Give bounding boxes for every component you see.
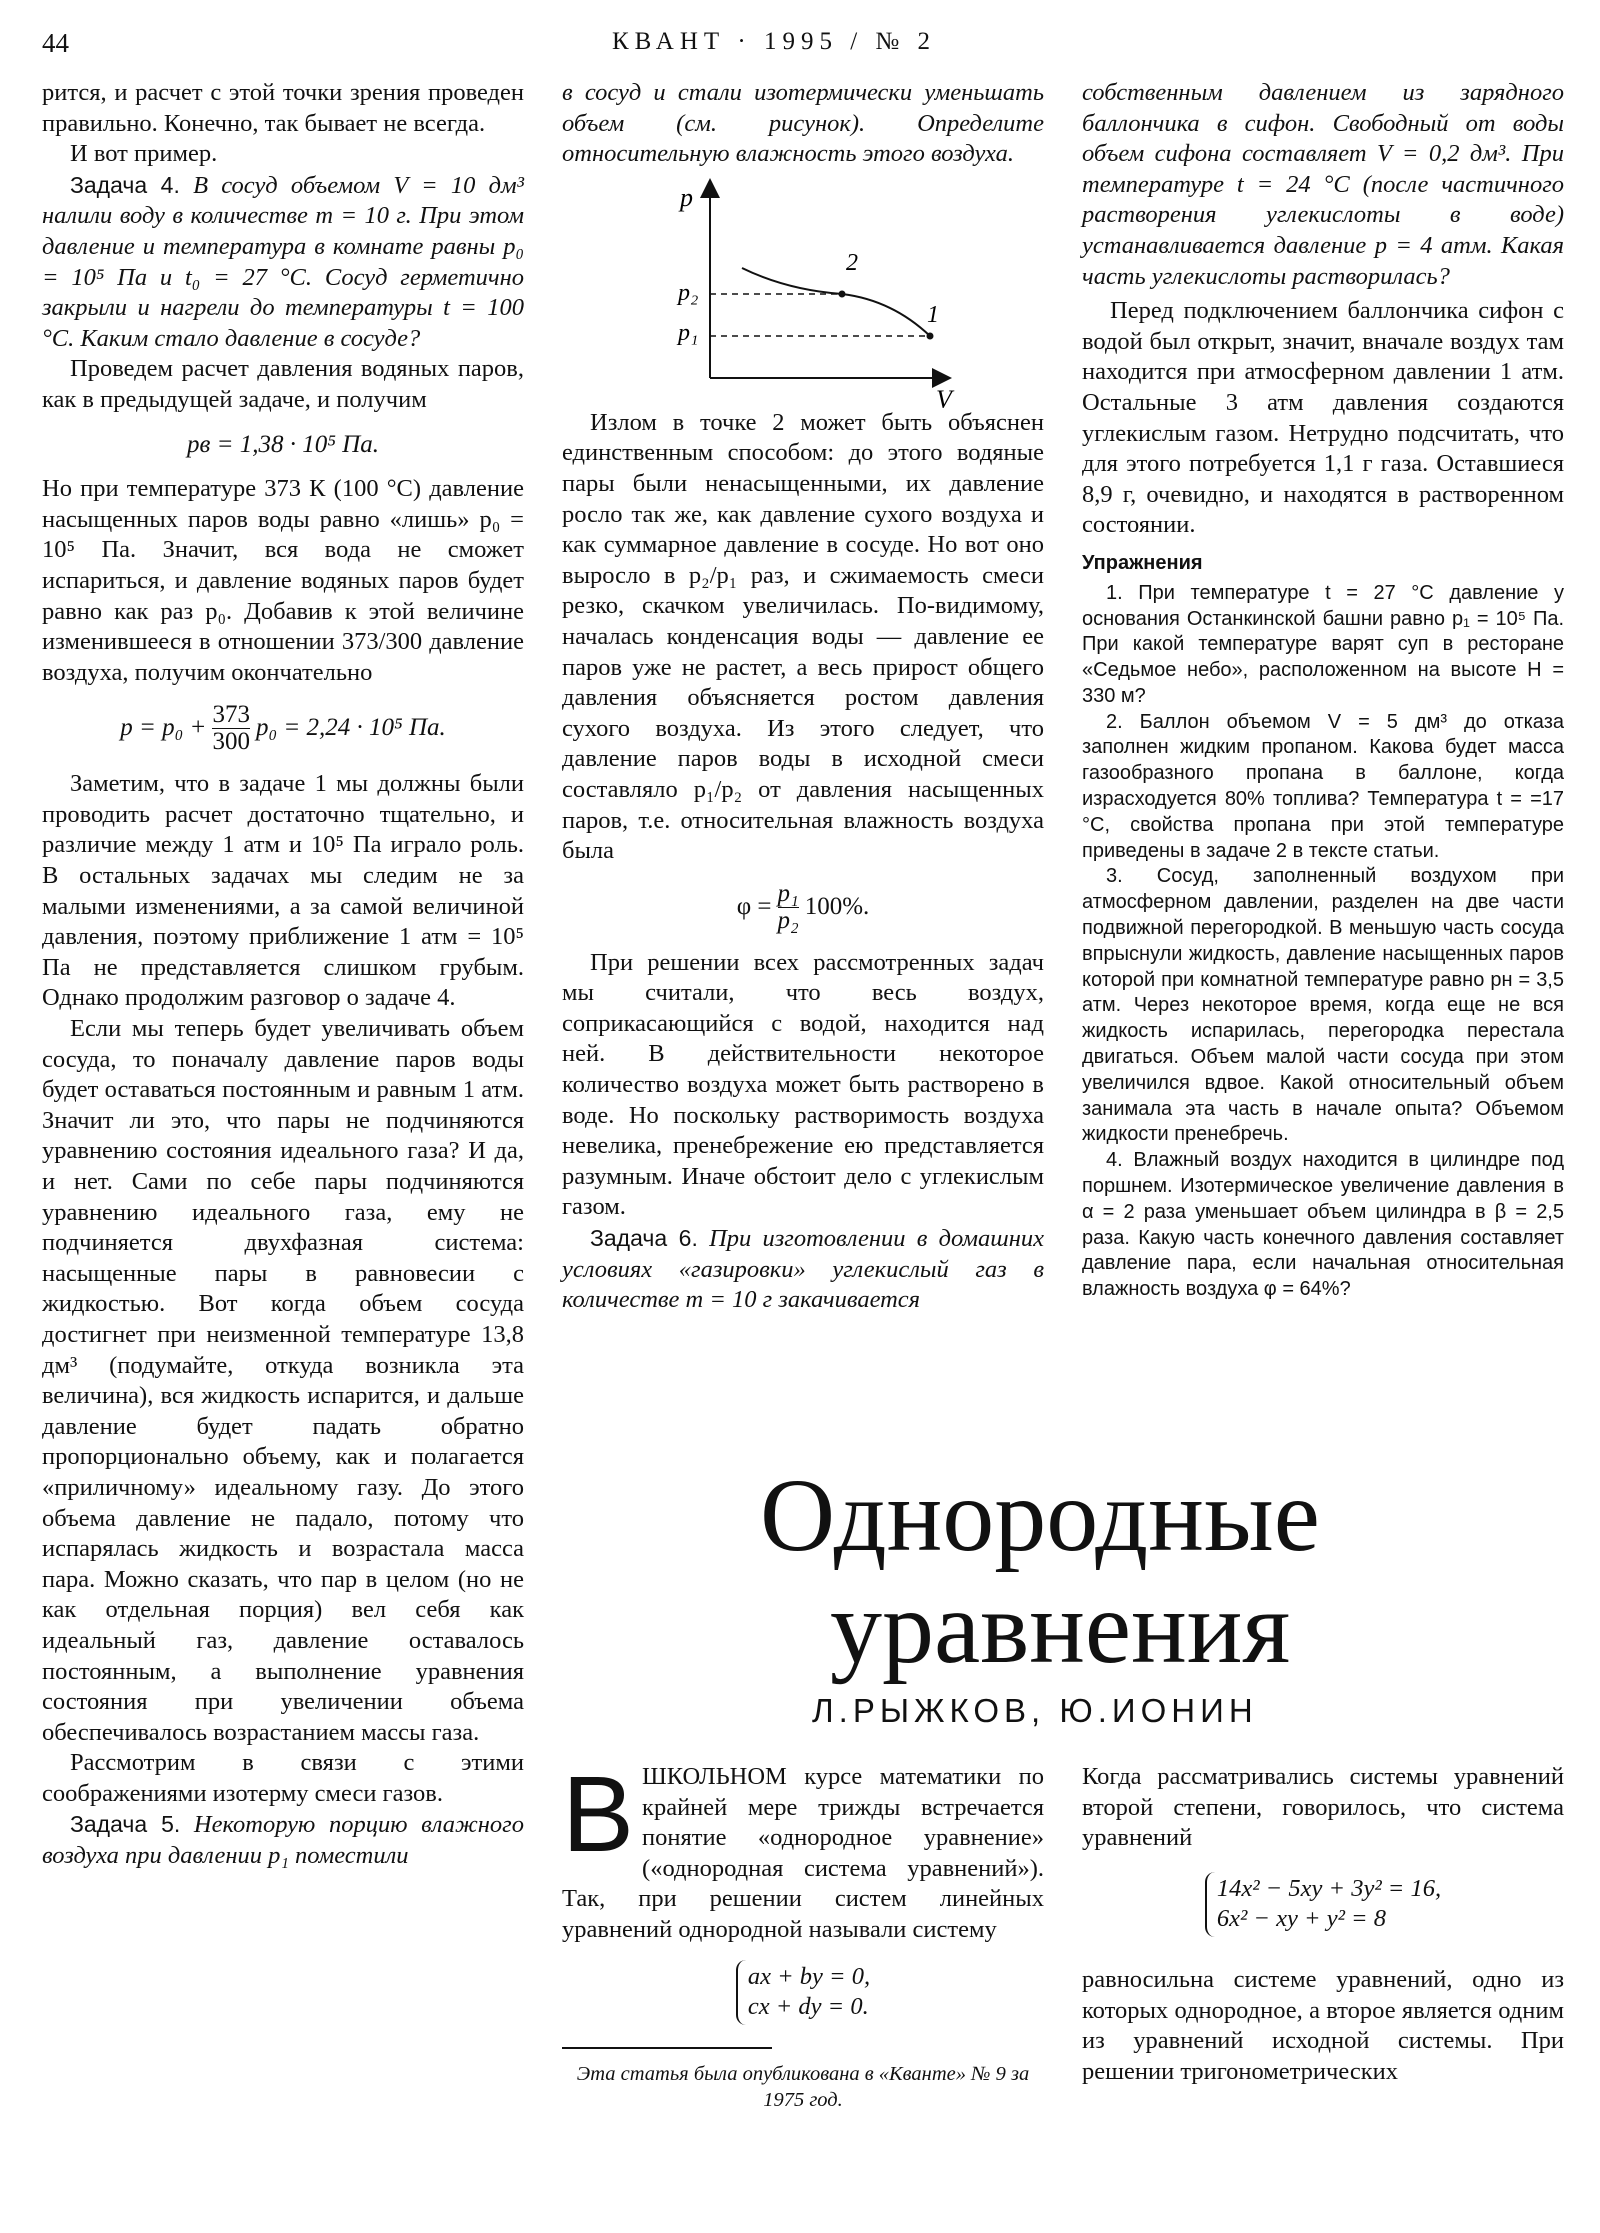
title-line-1: Однородные <box>760 1458 1320 1573</box>
exercise-2: 2. Баллон объемом V = 5 дм³ до отказа заполнен жидким пропаном. Какова будет масса газообразного пропана в баллоне, когда израсходуется 80% топлива? Температура t = =17 °C, свойства пропана при этой температуре приведены в задаче 2 в тексте статьи. <box>1082 710 1564 862</box>
article-authors: Л.РЫЖКОВ, Ю.ИОНИН <box>812 1692 1258 1729</box>
column-1 <box>42 78 524 1872</box>
article-title <box>760 1460 1460 1684</box>
paragraph: Излом в точке 2 может быть объяснен единственным способом: до этого водяные пары были ненасыщенными, их давление росло так же, как давление сухого воздуха и как суммарное давление в сосуде. Но вот оно выросло в p₂/p₁ раз, и сжимаемость смеси резко, скачком увеличилась. По-видимому, началась конденсация воды — давление ее паров уже не растет, а весь прирост общего давления объясняется ростом давления сухого воздуха. Из этого следует, что давление паров воды в исходной смеси составляло p₁/p₂ от давления насыщенных паров, т.е. относительная влажность воздуха была <box>562 408 1044 865</box>
problem-4 <box>42 170 524 355</box>
article-column-1 <box>562 1753 1044 2113</box>
paragraph: Перед подключением баллончика сифон с водой был открыт, значит, вначале воздух там находится при атмосферном давлении 1 атм. Остальные 3 атм давления создаются углекислым газом. Нетрудно подсчитать, что для этого потребуется 1,1 г газа. Оставшиеся 8,9 г, очевидно, и находятся в растворенном состоянии. <box>1082 297 1564 539</box>
page-number: 44 <box>42 28 69 58</box>
paragraph: рится, и расчет с этой точки зрения проведен правильно. Конечно, так бывает не всегда. <box>42 79 524 137</box>
system-1 <box>562 1960 1044 2025</box>
paragraph: Когда рассматривались системы уравнений второй степени, говорилось, что система уравнений <box>1082 1763 1564 1852</box>
paragraph: При решении всех рассмотренных задач мы считали, что весь воздух, соприкасающийся с водой, находится над ней. В действительности некоторое количество воздуха может быть растворено в воде. Но поскольку растворимость воздуха невелика, пренебрежение ею представляется разумным. Иначе обстоит дело с углекислым газом. <box>562 948 1044 1221</box>
y-axis-label: p <box>680 182 693 212</box>
exercises <box>1082 551 1564 1303</box>
p1-label: p₁ <box>678 319 699 346</box>
paragraph: в сосуд и стали изотермически уменьшать объем (см. рисунок). Определите относительную влажность этого воздуха. <box>562 79 1044 168</box>
problem-label: Задача 6. <box>590 1225 698 1252</box>
formula: pв = 1,38 · 10⁵ Па. <box>187 430 379 458</box>
problem-6 <box>562 1223 1044 1316</box>
formula-right: p₀ = 2,24 · 10⁵ Па. <box>255 714 446 742</box>
p2-label: p₂ <box>678 279 699 306</box>
system-brace <box>736 1960 870 2025</box>
drop-cap: В <box>562 1753 635 1874</box>
footnote-rule <box>562 2047 772 2049</box>
denominator: 300 <box>212 728 250 756</box>
point-2-label: 2 <box>846 249 858 276</box>
point-1 <box>927 332 934 339</box>
denominator: p₂ <box>777 906 799 934</box>
journal-header: КВАНТ · 1995 / № 2 <box>612 28 937 55</box>
problem-label: Задача 4. <box>70 171 180 198</box>
system-brace <box>1205 1872 1441 1937</box>
equation: 6x² − xy + y² = 8 <box>1216 1905 1386 1933</box>
intro-paragraph <box>562 1753 1044 1946</box>
paragraph: равносильна системе уравнений, одно из которых однородное, а второе является одним из уравнений исходной системы. При решении тригонометрических <box>1082 1965 1564 2085</box>
paragraph: И вот пример. <box>70 140 218 168</box>
column-3 <box>1082 78 1564 1303</box>
problem-text: Некоторую порцию влажного воздуха при давлении p₁ поместили <box>42 1811 524 1870</box>
formula-left: φ = <box>736 892 772 920</box>
isotherm-graph <box>562 170 1044 408</box>
formula <box>42 702 524 755</box>
exercise-3: 3. Сосуд, заполненный воздухом при атмосферном давлении, разделен на две части подвижной перегородкой. В меньшую часть сосуда впрыснули жидкость, давление насыщенных паров которой при комнатной температуре равно pн = 3,5 атм. Через некоторое время, когда еще не вся жидкость испарилась, перегородка перестала двигаться. Объем малой части сосуда при этом увеличился вдвое. Какой относительный объем занимала эта часть в начале опыта? Объемом жидкости пренебречь. <box>1082 865 1564 1146</box>
fraction <box>212 702 250 755</box>
x-axis-label: V <box>936 384 952 408</box>
paragraph: Заметим, что в задаче 1 мы должны были проводить расчет достаточно тщательно, и различие между 1 атм и 10⁵ Па играло роль. В остальных задачах мы следим не за малыми изменениями, а за самой величиной давления, поэтому приближение 1 атм = 10⁵ Па не представляется слишком грубым. Однако продолжим разговор о задаче 4. <box>42 770 524 1012</box>
paragraph: Проведем расчет давления водяных паров, как в предыдущей задаче, и получим <box>42 355 524 413</box>
footnote: Эта статья была опубликована в «Кванте» № 9 за 1975 год. <box>576 2062 1030 2111</box>
exercise-4: 4. Влажный воздух находится в цилиндре под поршнем. Изотермическое увеличение давления в α = 2 раза уменьшает объем цилиндра в β = 2,5 раза. Какую часть конечного давления составляет давление пара, если начальная относительная влажность воздуха φ = 64%? <box>1082 1149 1564 1301</box>
formula <box>562 881 1044 934</box>
column-2 <box>562 78 1044 1316</box>
system-2 <box>1082 1872 1564 1937</box>
exercises-title: Упражнения <box>1082 551 1203 574</box>
paragraph: Но при температуре 373 К (100 °C) давление насыщенных паров воды равно «лишь» p₀ = 10⁵ Па. Значит, вся вода не сможет испариться, и давление водяных паров будет равно как раз p₀. Добавив к этой величине изменившееся в отношении 373/300 давление воздуха, получим окончательно <box>42 475 524 686</box>
equation: 14x² − 5xy + 3y² = 16, <box>1216 1874 1442 1902</box>
intro-text: ШКОЛЬНОМ курсе математики по крайней мере трижды встречается понятие «однородное уравнение» («однородная система уравнений»). Так, при решении систем линейных уравнений однородной называли систему <box>562 1763 1044 1943</box>
fraction <box>778 881 799 934</box>
point-1-label: 1 <box>927 301 939 328</box>
point-2 <box>839 290 846 297</box>
formula-right: 100%. <box>804 892 870 920</box>
isotherm-curve <box>742 268 930 336</box>
problem-5 <box>42 1809 524 1871</box>
problem-label: Задача 5. <box>70 1811 181 1838</box>
problem-text: При изготовлении в домашних условиях «газировки» углекислый газ в количестве m = 10 г закачивается <box>562 1225 1044 1314</box>
equation: cx + dy = 0. <box>747 1993 869 2021</box>
formula-left: p = p₀ + <box>120 714 207 742</box>
numerator: 373 <box>212 701 250 729</box>
title-line-2: уравнения <box>830 1570 1291 1685</box>
exercise-1: 1. При температуре t = 27 °C давление у основания Останкинской башни равно p₁ = 10⁵ Па. При какой температуре варят суп в ресторане «Седьмое небо», расположенном на высоте H = 330 м? <box>1082 581 1564 707</box>
problem-text: В сосуд объемом V = 10 дм³ налили воду в количестве m = 10 г. При этом давление и температура в комнате равны p₀ = 10⁵ Па и t₀ = 27 °C. Сосуд герметично закрыли и нагрели до температуры t = 100 °C. Каким стало давление в сосуде? <box>42 171 524 352</box>
numerator: p₁ <box>777 879 799 907</box>
paragraph: Рассмотрим в связи с этими соображениями изотерму смеси газов. <box>42 1749 524 1807</box>
equation: ax + by = 0, <box>747 1962 871 1990</box>
paragraph: Если мы теперь будет увеличивать объем сосуда, то поначалу давление паров воды будет оставаться постоянным и равным 1 атм. Значит ли это, что пары не подчиняются уравнению состояния идеального газа? И да, и нет. Сами по себе пары подчиняются уравнению идеального газа, ему не подчиняется двухфазная система: насыщенные пары в равновесии с жидкостью. Вот когда объем сосуда достигнет при неизменной температуре 13,8 дм³ (подумайте, откуда возникла эта величина), вся жидкость испарится, и дальше давление будет падать обратно пропорционально объему, как и полагается «приличному» идеальному газу. До этого объема давление не падало, потому что испарялась жидкость и возрастала масса пара. Можно сказать, что пар в целом (но не как отдельная порция) вел себя как идеальный газ, давление оставалось постоянным, а выполнение уравнения состояния при увеличении объема обеспечивалось возрастанием массы газа. <box>42 1015 524 1746</box>
paragraph: собственным давлением из зарядного баллончика в сифон. Свободный от воды объем сифона составляет V = 0,2 дм³. При температуре t = 24 °C (после частичного растворения углекислоты в воде) устанавливается давление p = 4 атм. Какая часть углекислоты растворилась? <box>1082 79 1564 290</box>
article-column-2 <box>1082 1762 1564 2087</box>
